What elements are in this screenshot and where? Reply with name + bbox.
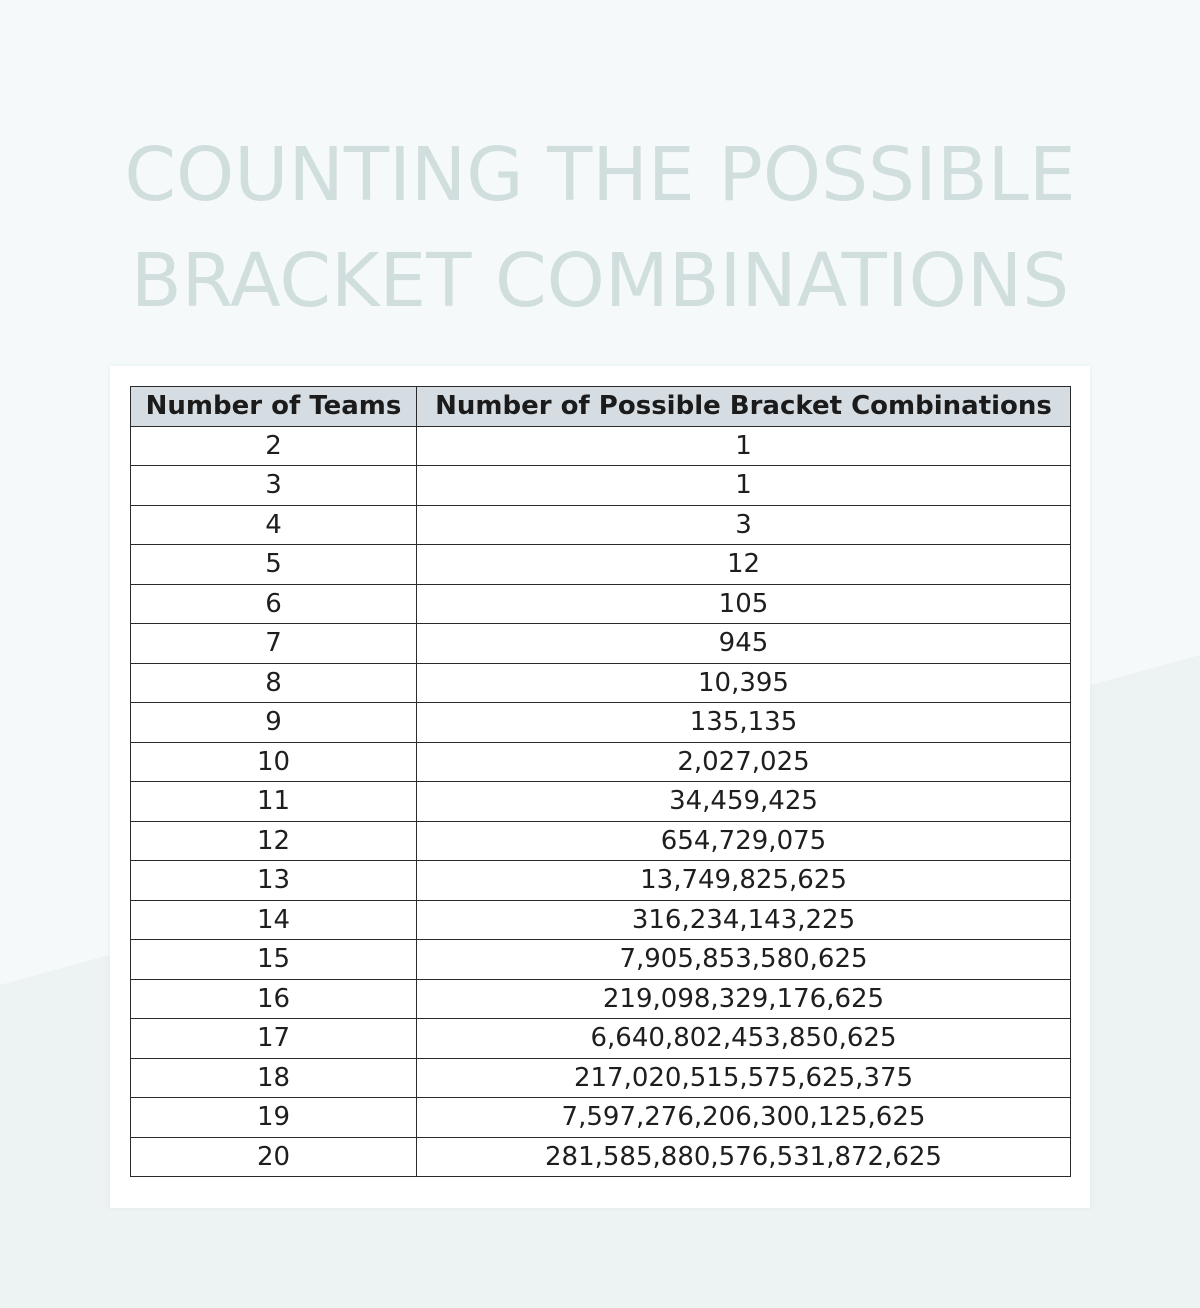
table-row (131, 861, 1071, 901)
cell-possible-combinations: 13,749,825,625 (417, 861, 1071, 901)
table-row (131, 466, 1071, 506)
cell-possible-combinations: 135,135 (417, 703, 1071, 743)
cell-number-of-teams: 12 (131, 821, 417, 861)
table-row (131, 782, 1071, 822)
cell-number-of-teams: 16 (131, 979, 417, 1019)
cell-possible-combinations: 10,395 (417, 663, 1071, 703)
table-row (131, 940, 1071, 980)
bracket-combinations-table (130, 386, 1071, 1177)
cell-possible-combinations: 2,027,025 (417, 742, 1071, 782)
table-header-row (131, 387, 1071, 427)
table-row (131, 663, 1071, 703)
cell-number-of-teams: 4 (131, 505, 417, 545)
table-row (131, 426, 1071, 466)
table-row (131, 545, 1071, 585)
cell-number-of-teams: 9 (131, 703, 417, 743)
cell-number-of-teams: 8 (131, 663, 417, 703)
table-row (131, 979, 1071, 1019)
cell-possible-combinations: 7,597,276,206,300,125,625 (417, 1098, 1071, 1138)
cell-possible-combinations: 1 (417, 426, 1071, 466)
cell-number-of-teams: 5 (131, 545, 417, 585)
table-row (131, 1098, 1071, 1138)
cell-possible-combinations: 316,234,143,225 (417, 900, 1071, 940)
table-row (131, 1019, 1071, 1059)
cell-number-of-teams: 11 (131, 782, 417, 822)
table-row (131, 821, 1071, 861)
cell-possible-combinations: 34,459,425 (417, 782, 1071, 822)
table-row (131, 505, 1071, 545)
cell-number-of-teams: 17 (131, 1019, 417, 1059)
header-number-of-teams: Number of Teams (131, 387, 417, 427)
table-row (131, 1137, 1071, 1177)
cell-number-of-teams: 18 (131, 1058, 417, 1098)
cell-possible-combinations: 12 (417, 545, 1071, 585)
table-body (131, 426, 1071, 1177)
table-row (131, 742, 1071, 782)
cell-possible-combinations: 7,905,853,580,625 (417, 940, 1071, 980)
cell-number-of-teams: 2 (131, 426, 417, 466)
cell-possible-combinations: 105 (417, 584, 1071, 624)
table-row (131, 584, 1071, 624)
header-possible-combinations: Number of Possible Bracket Combinations (417, 387, 1071, 427)
title-line-2: BRACKET COMBINATIONS (130, 238, 1070, 324)
table-row (131, 703, 1071, 743)
cell-possible-combinations: 281,585,880,576,531,872,625 (417, 1137, 1071, 1177)
cell-possible-combinations: 3 (417, 505, 1071, 545)
cell-number-of-teams: 14 (131, 900, 417, 940)
cell-possible-combinations: 6,640,802,453,850,625 (417, 1019, 1071, 1059)
cell-number-of-teams: 19 (131, 1098, 417, 1138)
cell-possible-combinations: 945 (417, 624, 1071, 664)
cell-number-of-teams: 7 (131, 624, 417, 664)
table-row (131, 900, 1071, 940)
cell-number-of-teams: 13 (131, 861, 417, 901)
cell-number-of-teams: 6 (131, 584, 417, 624)
title-line-1: COUNTING THE POSSIBLE (124, 132, 1076, 218)
table-row (131, 1058, 1071, 1098)
page-title (0, 122, 1200, 334)
cell-number-of-teams: 3 (131, 466, 417, 506)
cell-possible-combinations: 219,098,329,176,625 (417, 979, 1071, 1019)
cell-number-of-teams: 15 (131, 940, 417, 980)
table-row (131, 624, 1071, 664)
cell-possible-combinations: 1 (417, 466, 1071, 506)
cell-number-of-teams: 10 (131, 742, 417, 782)
cell-possible-combinations: 217,020,515,575,625,375 (417, 1058, 1071, 1098)
cell-number-of-teams: 20 (131, 1137, 417, 1177)
cell-possible-combinations: 654,729,075 (417, 821, 1071, 861)
